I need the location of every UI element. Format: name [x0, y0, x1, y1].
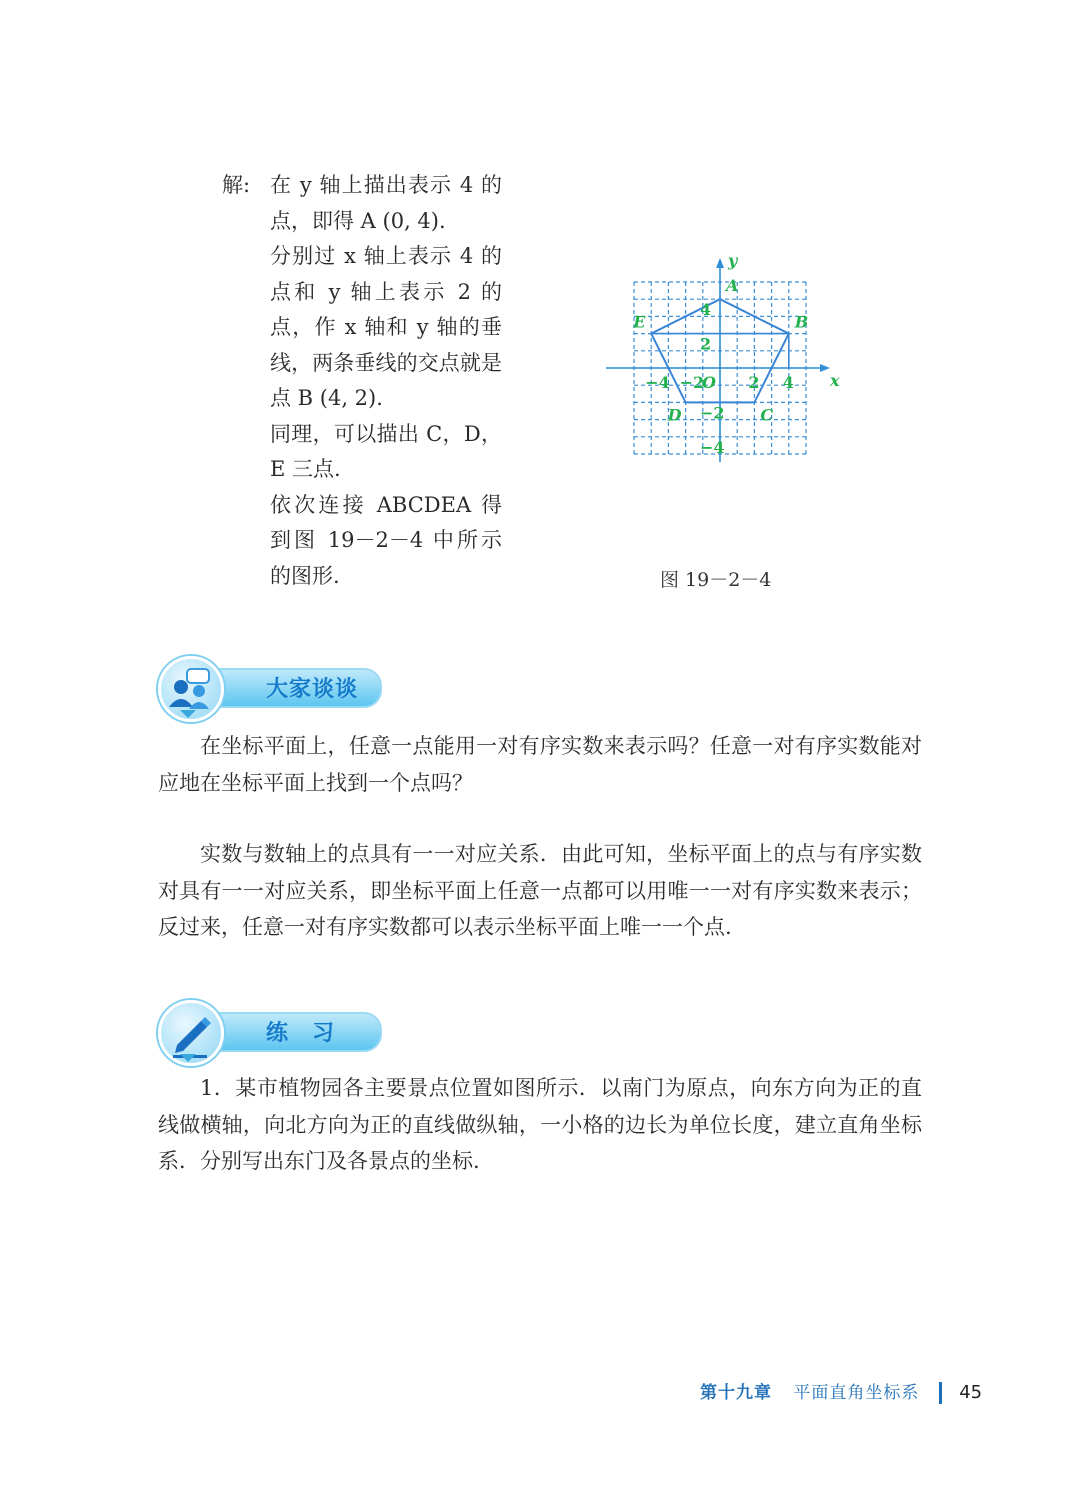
vertex-label: D	[667, 405, 682, 425]
discussion-text	[158, 728, 922, 801]
coordinate-figure	[518, 168, 938, 548]
y-tick-label: 2	[700, 334, 712, 354]
y-tick-label: −4	[700, 437, 725, 457]
y-tick-label: −2	[700, 403, 725, 423]
solution-step-4: 依次连接 ABCDEA 得到图 19－2－4 中所示的图形.	[270, 492, 502, 588]
explanation-text	[158, 836, 922, 946]
axes	[606, 251, 840, 462]
x-tick-label: 4	[782, 373, 794, 392]
solution-step-3: 同理，可以描出 C，D，E 三点.	[270, 421, 502, 481]
x-tick-label: −2	[679, 373, 705, 392]
x-tick-label: 2	[748, 373, 760, 392]
footer-separator	[939, 1382, 942, 1404]
x-tick-label: −4	[645, 373, 670, 392]
y-axis-arrow	[716, 258, 724, 268]
discussion-header	[158, 662, 380, 710]
vertex-label: E	[633, 312, 646, 332]
solution-body	[270, 168, 502, 594]
explanation-paragraph: 实数与数轴上的点具有一一对应关系．由此可知，坐标平面上的点与有序实数对具有一一对应关系，即坐标平面上任意一点都可以用唯一一对有序实数来表示；反过来，任意一对有序实数都可以表示坐标平面上唯一一个点.	[158, 842, 922, 939]
page-footer	[700, 1378, 982, 1404]
discussion-notch	[180, 710, 196, 718]
x-axis-label: x	[830, 371, 840, 390]
discussion-title: 大家谈谈	[266, 677, 359, 702]
footer-chapter-name: 平面直角坐标系	[793, 1383, 920, 1403]
exercise-paragraph: 1．某市植物园各主要景点位置如图所示．以南门为原点，向东方向为正的直线做横轴，向北方向为正的直线做纵轴，一小格的边长为单位长度，建立直角坐标系．分别写出东门及各景点的坐标.	[158, 1076, 922, 1173]
x-axis-arrow	[820, 364, 830, 372]
solution-step-2: 分别过 x 轴上表示 4 的点和 y 轴上表示 2 的点，作 x 轴和 y 轴的垂线，两条垂线的交点就是点 B (4, 2).	[270, 244, 502, 410]
solution-step-1: 在 y 轴上描出表示 4 的点，即得 A (0, 4).	[270, 173, 502, 233]
solution-label: 解:	[222, 173, 251, 197]
y-tick-label: 4	[700, 300, 712, 320]
exercise-text	[158, 1070, 922, 1180]
exercise-notch	[180, 1054, 196, 1062]
figure-caption: 图 19－2－4	[660, 569, 772, 591]
origin-label: O	[702, 373, 716, 392]
footer-chapter: 第十九章	[700, 1383, 772, 1403]
vertex-label: A	[726, 276, 739, 296]
y-axis-label: y	[728, 251, 738, 270]
vertex-label: B	[794, 312, 809, 332]
page-number: 45	[959, 1382, 983, 1403]
exercise-header	[158, 1006, 380, 1054]
vertex-label: C	[760, 405, 774, 425]
exercise-title: 练 习	[266, 1021, 336, 1046]
discussion-paragraph: 在坐标平面上，任意一点能用一对有序实数来表示吗？任意一对有序实数能对应地在坐标平面上找到一个点吗？	[158, 734, 922, 795]
